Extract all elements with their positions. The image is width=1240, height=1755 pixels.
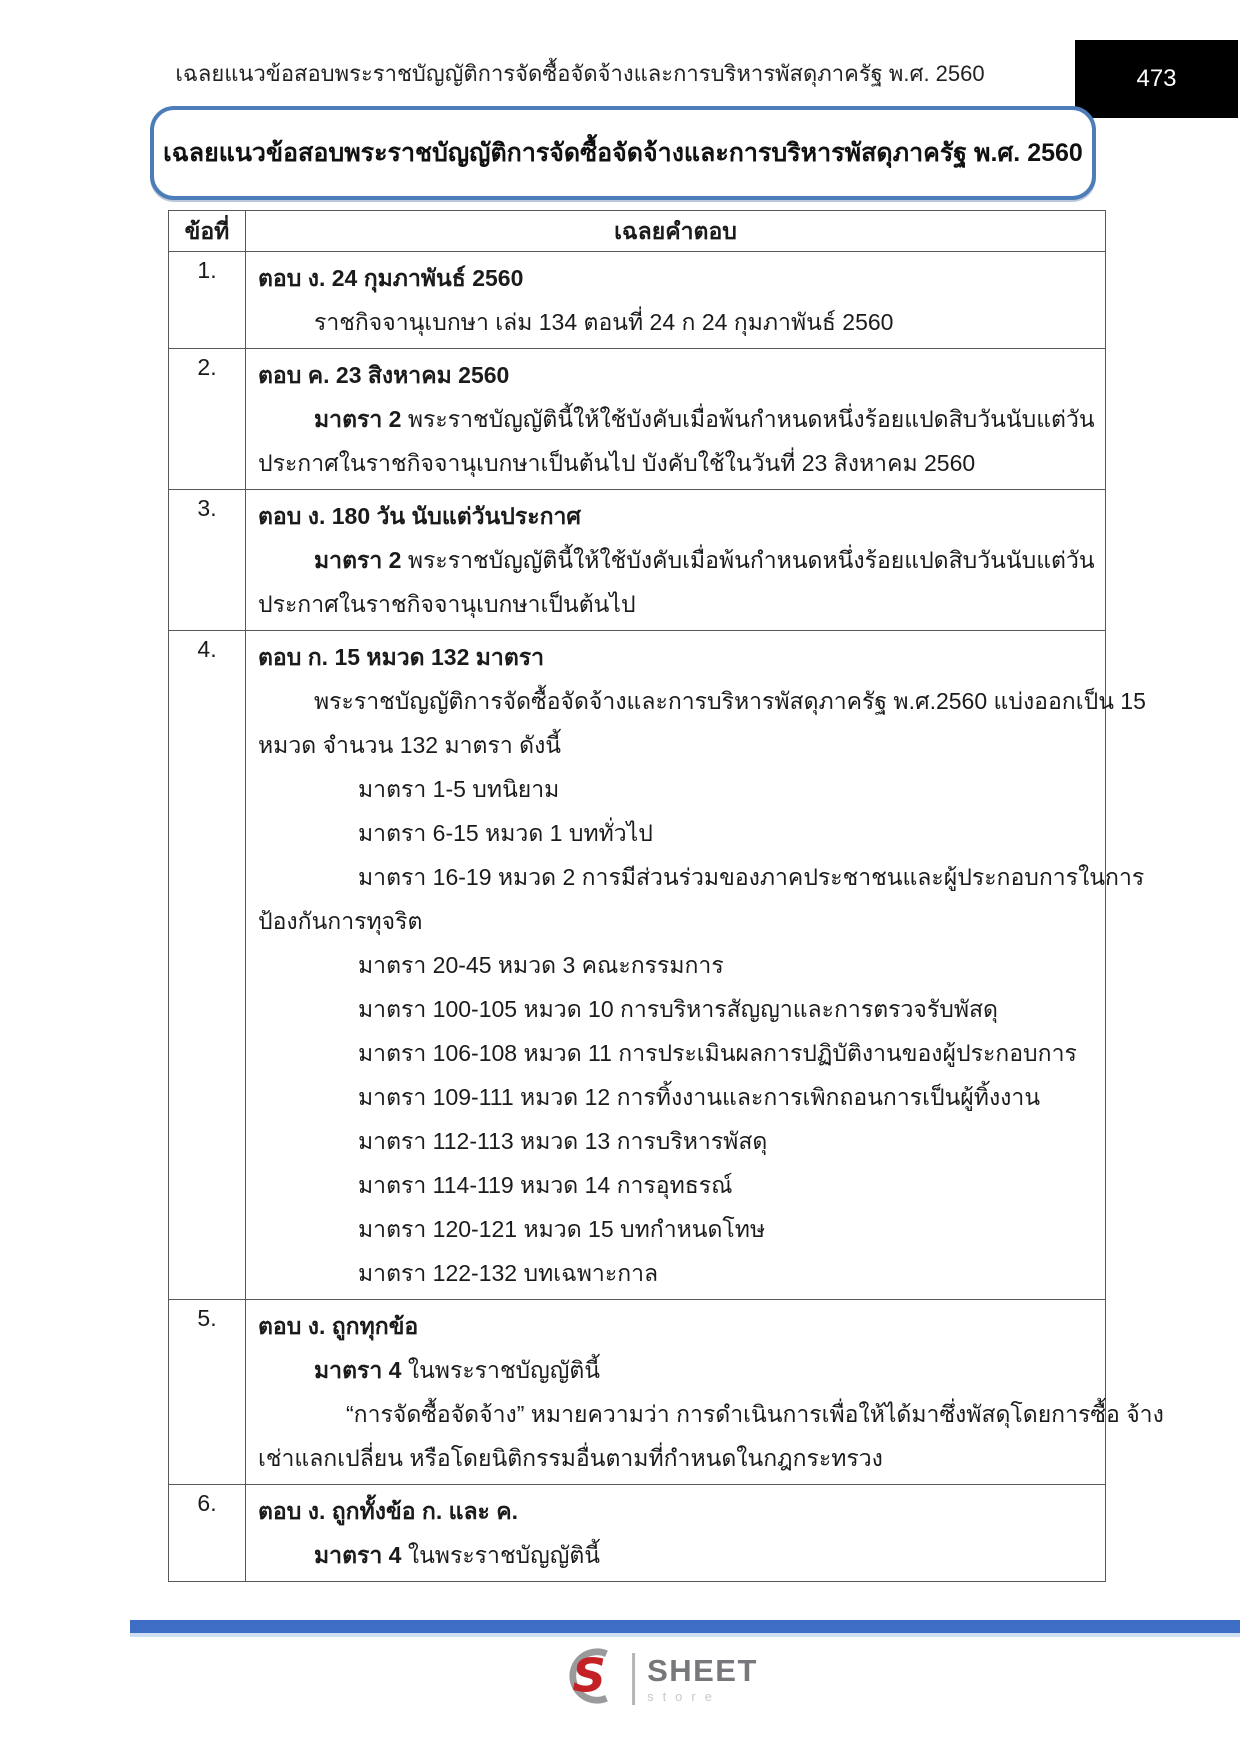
question-number: 1. [169,252,246,349]
answer-line: ตอบ ง. ถูกทั้งข้อ ก. และ ค. [258,1498,519,1524]
column-header-answer: เฉลยคำตอบ [246,211,1106,252]
detail-line: มาตรา 6-15 หมวด 1 บททั่วไป [358,820,653,846]
table-row [169,1300,1106,1485]
detail-line: มาตรา 2 พระราชบัญญัตินี้ให้ใช้บังคับเมื่อพ้นกำหนดหนึ่งร้อยแปดสิบวันนับแต่วัน [314,406,1095,432]
detail-line: ประกาศในราชกิจจานุเบกษาเป็นต้นไป บังคับใช้ในวันที่ 23 สิงหาคม 2560 [258,450,976,476]
logo-divider [632,1653,635,1705]
logo-text [647,1652,758,1704]
column-header-question-no: ข้อที่ [169,211,246,252]
detail-line: มาตรา 109-111 หมวด 12 การทิ้งงานและการเพิกถอนการเป็นผู้ทิ้งงาน [358,1084,1041,1110]
detail-line: หมวด จำนวน 132 มาตรา ดังนี้ [258,732,562,758]
detail-line: มาตรา 2 พระราชบัญญัตินี้ให้ใช้บังคับเมื่อพ้นกำหนดหนึ่งร้อยแปดสิบวันนับแต่วัน [314,547,1095,573]
answer-line: ตอบ ง. 24 กุมภาพันธ์ 2560 [258,265,524,291]
page-title: เฉลยแนวข้อสอบพระราชบัญญัติการจัดซื้อจัดจ้างและการบริหารพัสดุภาครัฐ พ.ศ. 2560 [163,139,1083,167]
question-number: 5. [169,1300,246,1485]
question-number: 4. [169,631,246,1300]
answer-table [168,210,1164,1582]
answer-line: ตอบ ค. 23 สิงหาคม 2560 [258,362,510,388]
answer-cell [246,349,1106,490]
page-number-box [1075,40,1238,118]
detail-line: พระราชบัญญัติการจัดซื้อจัดจ้างและการบริหารพัสดุภาครัฐ พ.ศ.2560 แบ่งออกเป็น 15 [314,688,1146,714]
answer-cell [246,252,1106,349]
detail-line: มาตรา 114-119 หมวด 14 การอุทธรณ์ [358,1172,733,1198]
detail-line: มาตรา 106-108 หมวด 11 การประเมินผลการปฏิบัติงานของผู้ประกอบการ [358,1040,1077,1066]
running-header: เฉลยแนวข้อสอบพระราชบัญญัติการจัดซื้อจัดจ้างและการบริหารพัสดุภาครัฐ พ.ศ. 2560 [175,61,985,86]
svg-text:S: S [572,1648,606,1703]
logo-secondary-text: store [647,1688,721,1704]
answer-line: ตอบ ก. 15 หมวด 132 มาตรา [258,644,545,670]
detail-line: มาตรา 120-121 หมวด 15 บทกำหนดโทษ [358,1216,766,1242]
logo-primary-text: SHEET [647,1652,758,1688]
detail-line: มาตรา 122-132 บทเฉพาะกาล [358,1260,659,1286]
detail-line: มาตรา 16-19 หมวด 2 การมีส่วนร่วมของภาคประชาชนและผู้ประกอบการในการ [358,864,1145,890]
answer-cell [246,1300,1164,1485]
footer-divider-bar [130,1620,1240,1637]
answer-cell [246,490,1106,631]
detail-line: มาตรา 4 ในพระราชบัญญัตินี้ [314,1542,601,1568]
table-header [169,211,1106,252]
table-header-row [169,211,1106,252]
detail-line: เช่าแลกเปลี่ยน หรือโดยนิติกรรมอื่นตามที่กำหนดในกฎกระทรวง [258,1445,883,1471]
question-number: 3. [169,490,246,631]
detail-line: มาตรา 4 ในพระราชบัญญัตินี้ [314,1357,601,1383]
question-number: 2. [169,349,246,490]
detail-line: “การจัดซื้อจัดจ้าง” หมายความว่า การดำเนินการเพื่อให้ได้มาซึ่งพัสดุโดยการซื้อ จ้าง [346,1401,1164,1427]
answer-line: ตอบ ง. ถูกทุกข้อ [258,1313,419,1339]
detail-line: ป้องกันการทุจริต [258,908,423,934]
title-box [150,106,1096,200]
detail-line: ราชกิจจานุเบกษา เล่ม 134 ตอนที่ 24 ก 24 กุมภาพันธ์ 2560 [314,309,894,335]
answer-line: ตอบ ง. 180 วัน นับแต่วันประกาศ [258,503,582,529]
page-number: 473 [1136,65,1177,92]
table-row [169,252,1106,349]
sheet-store-logo [558,1645,758,1712]
detail-line: มาตรา 1-5 บทนิยาม [358,776,560,802]
table-row [169,490,1106,631]
detail-line: มาตรา 112-113 หมวด 13 การบริหารพัสดุ [358,1128,768,1154]
table-row [169,1485,1106,1582]
logo-s-icon [558,1645,620,1712]
detail-line: ประกาศในราชกิจจานุเบกษาเป็นต้นไป [258,591,636,617]
table-row [169,349,1106,490]
detail-line: มาตรา 20-45 หมวด 3 คณะกรรมการ [358,952,724,978]
table-row [169,631,1106,1300]
detail-line: มาตรา 100-105 หมวด 10 การบริหารสัญญาและการตรวจรับพัสดุ [358,996,998,1022]
question-number: 6. [169,1485,246,1582]
answer-cell [246,631,1146,1300]
table-body [169,252,1164,1582]
answer-cell [246,1485,1106,1582]
